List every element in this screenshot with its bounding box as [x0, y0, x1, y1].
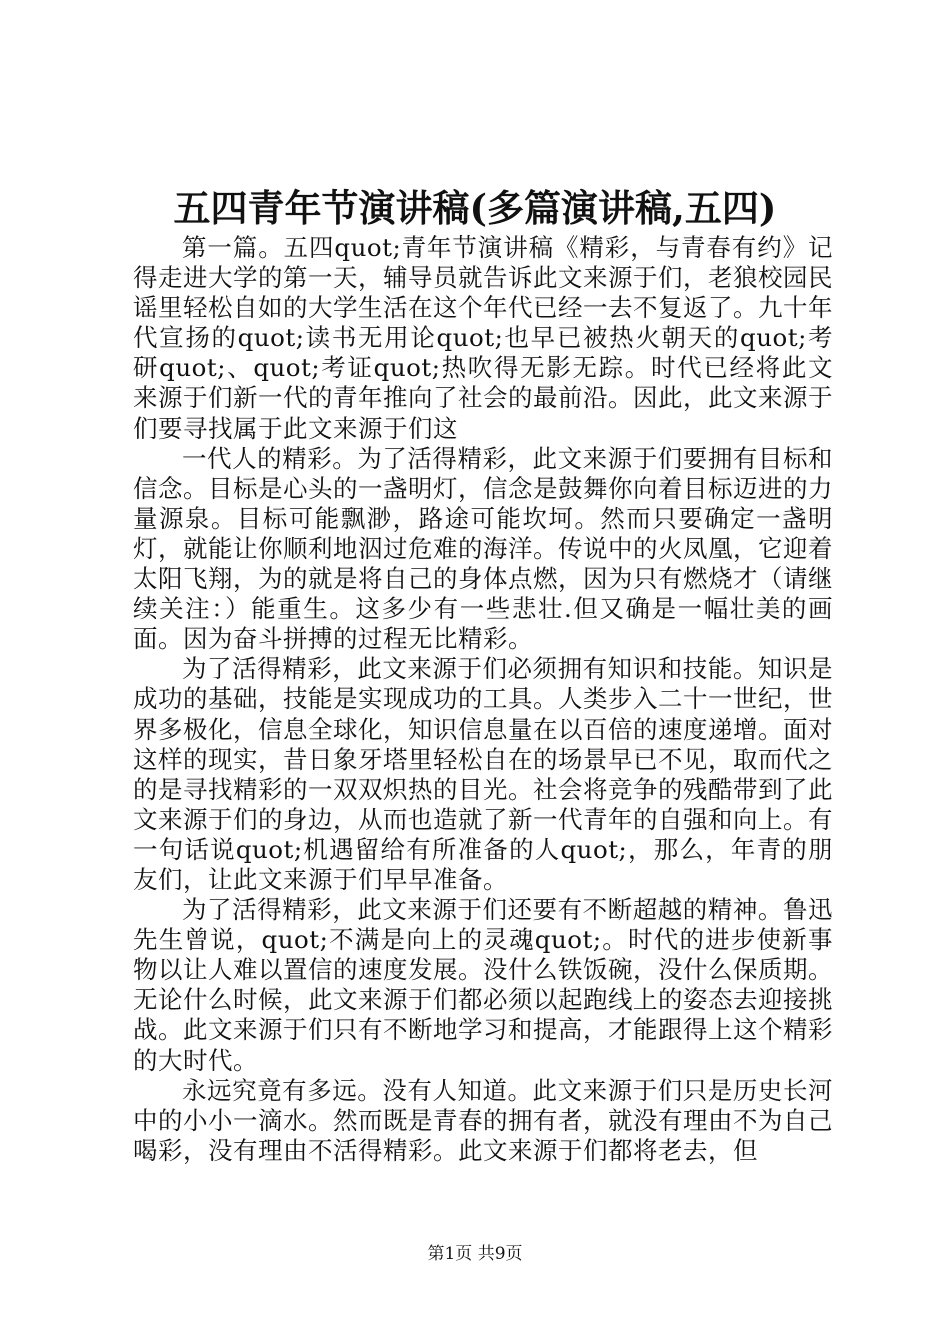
paragraph-5: 永远究竟有多远。没有人知道。此文来源于们只是历史长河中的小小一滴水。然而既是青春的拥有者，就没有理由不为自己喝彩，没有理由不活得精彩。此文来源于们都将老去，但 [133, 1075, 833, 1165]
paragraph-2: 一代人的精彩。为了活得精彩，此文来源于们要拥有目标和信念。目标是心头的一盏明灯，信念是鼓舞你向着目标迈进的力量源泉。目标可能飘渺，路途可能坎坷。然而只要确定一盏明灯，就能让你顺利地泅过危难的海洋。传说中的火凤凰，它迎着太阳飞翔，为的就是将自己的身体点燃，因为只有燃烧才（请继续关注：）能重生。这多少有一些悲壮.但又确是一幅壮美的画面。因为奋斗拼搏的过程无比精彩。 [133, 443, 833, 654]
document-title: 五四青年节演讲稿(多篇演讲稿,五四) [173, 186, 777, 230]
document-body [133, 233, 833, 1166]
page-footer: 第1页 共9页 [427, 1244, 523, 1264]
paragraph-1: 第一篇。五四quot;青年节演讲稿《精彩，与青春有约》记得走进大学的第一天，辅导员就告诉此文来源于们，老狼校园民谣里轻松自如的大学生活在这个年代已经一去不复返了。九十年代宣扬的quot;读书无用论quot;也早已被热火朝天的quot;考研quot;、quot;考证quot;热吹得无影无踪。时代已经将此文来源于们新一代的青年推向了社会的最前沿。因此，此文来源于们要寻找属于此文来源于们这 [133, 233, 833, 443]
paragraph-3: 为了活得精彩，此文来源于们必须拥有知识和技能。知识是成功的基础，技能是实现成功的工具。人类步入二十一世纪，世界多极化，信息全球化，知识信息量在以百倍的速度递增。面对这样的现实，昔日象牙塔里轻松自在的场景早已不见，取而代之的是寻找精彩的一双双炽热的目光。社会将竞争的残酷带到了此文来源于们的身边，从而也造就了新一代青年的自强和向上。有一句话说quot;机遇留给有所准备的人quot;，那么，年青的朋友们，让此文来源于们早早准备。 [133, 654, 833, 894]
paragraph-4: 为了活得精彩，此文来源于们还要有不断超越的精神。鲁迅先生曾说，quot;不满是向上的灵魂quot;。时代的进步使新事物以让人难以置信的速度发展。没什么铁饭碗，没什么保质期。无论什么时候，此文来源于们都必须以起跑线上的姿态去迎接挑战。此文来源于们只有不断地学习和提高，才能跟得上这个精彩的大时代。 [133, 895, 833, 1075]
